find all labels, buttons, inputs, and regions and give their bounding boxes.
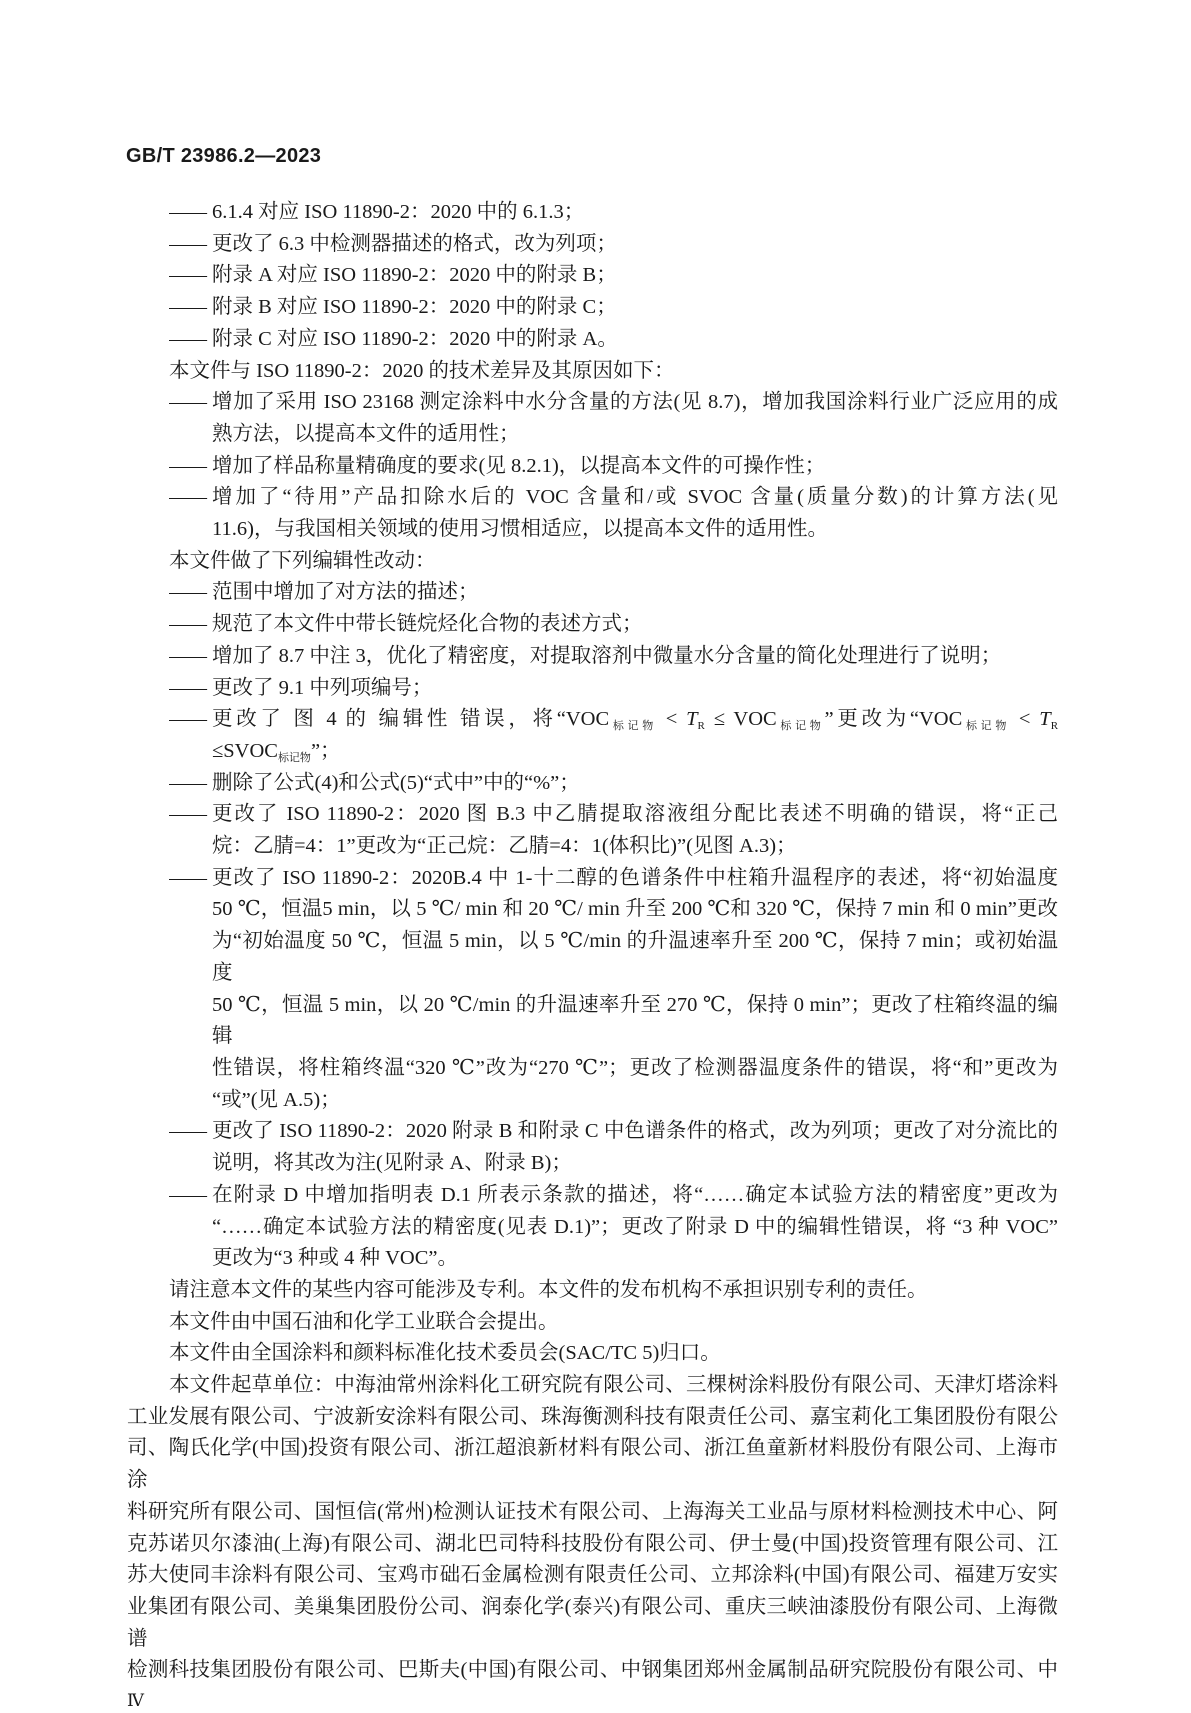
list-item-continuation (0, 894, 1191, 926)
list-item-line (0, 673, 1191, 705)
line-text: 本文件由中国石油和化学工业联合会提出。 (169, 1310, 559, 1333)
line-text: 11.6)，与我国相关领域的使用习惯相适应，以提高本文件的适用性。 (212, 518, 828, 541)
list-dash: —— (169, 1183, 204, 1206)
list-item-line (0, 229, 1191, 261)
list-dash: —— (169, 1120, 204, 1143)
line-text: 烷：乙腈=4：1”更改为“正己烷：乙腈=4：1(体积比)”(见图 A.3)； (212, 835, 797, 858)
line-text: 50 ℃，恒温 5 min，以 20 ℃/min 的升温速率升至 270 ℃，保持 0 min”；更改了柱箱终温的编辑 (212, 993, 1058, 1048)
line-text: 熟方法，以提高本文件的适用性； (212, 422, 520, 445)
list-dash: —— (169, 327, 204, 350)
paragraph-line (0, 1275, 1191, 1307)
list-item-continuation (0, 1148, 1191, 1180)
text-segment: ≤ VOC (704, 708, 777, 731)
list-item-continuation (0, 736, 1191, 768)
line-text: 本文件与 ISO 11890-2：2020 的技术差异及其原因如下： (169, 359, 675, 382)
list-item-continuation (0, 990, 1191, 1053)
list-dash: —— (169, 264, 204, 287)
paragraph-line (0, 356, 1191, 388)
text-segment: ”； (310, 739, 341, 762)
paragraph-line (0, 1560, 1191, 1592)
line-text: 更改了 9.1 中列项编号； (212, 676, 433, 699)
list-item-line (0, 451, 1191, 483)
line-text: 料研究所有限公司、国恒信(常州)检测认证技术有限公司、上海海关工业品与原材料检测技术中心、阿 (127, 1500, 1058, 1523)
line-text: 性错误，将柱箱终温“320 ℃”改为“270 ℃”；更改了检测器温度条件的错误，将“和”更改为 (212, 1056, 1058, 1079)
line-text: 增加了 8.7 中注 3，优化了精密度，对提取溶剂中微量水分含量的简化处理进行了说明； (212, 644, 1002, 667)
list-item-line (0, 1180, 1191, 1212)
list-item-continuation (0, 1212, 1191, 1244)
text-segment: 更改了 图 4 的 编辑性 错误，将“VOC (212, 708, 610, 731)
paragraph-line (0, 1529, 1191, 1561)
line-text: 附录 A 对应 ISO 11890-2：2020 中的附录 B； (212, 264, 617, 287)
line-text: 规范了本文件中带长链烷烃化合物的表述方式； (212, 613, 643, 636)
list-dash: —— (169, 866, 204, 889)
line-text: 说明，将其改为注(见附录 A、附录 B)； (212, 1152, 572, 1175)
list-dash: —— (169, 644, 204, 667)
line-text: 增加了“待用”产品扣除水后的 VOC 含量和/或 SVOC 含量(质量分数)的计算方法(见 (212, 486, 1058, 509)
paragraph-line (0, 1592, 1191, 1655)
line-text: 6.1.4 对应 ISO 11890-2：2020 中的 6.1.3； (212, 201, 585, 223)
subscript: 标记物 (962, 720, 1011, 733)
line-text: 为“初始温度 50 ℃，恒温 5 min，以 5 ℃/min 的升温速率升至 200 ℃，保持 7 min；或初始温度 (212, 930, 1058, 984)
list-item-continuation (0, 831, 1191, 863)
list-item-line (0, 387, 1191, 419)
list-item-continuation (0, 1053, 1191, 1085)
list-item-line (0, 482, 1191, 514)
list-item-continuation (0, 1243, 1191, 1275)
line-text: “……确定本试验方法的精密度(见表 D.1)”；更改了附录 D 中的编辑性错误，将 “3 种 VOC” (212, 1215, 1058, 1238)
page-number: Ⅳ (127, 1691, 144, 1711)
line-text (212, 704, 1058, 736)
list-item-continuation (0, 514, 1191, 546)
text-segment: ≤SVOC (212, 739, 278, 762)
list-item-continuation (0, 419, 1191, 451)
list-item-line (0, 704, 1191, 736)
paragraph-line (0, 1370, 1191, 1402)
list-dash: —— (169, 613, 204, 636)
paragraph-line (0, 1433, 1191, 1496)
subscript: R (697, 720, 705, 733)
line-text: 更改了 ISO 11890-2：2020 图 B.3 中乙腈提取溶液组分配比表述不明确的错误，将“正己 (212, 803, 1058, 826)
list-dash: —— (169, 486, 204, 509)
subscript: 标记物 (277, 751, 311, 764)
line-text: 更改为“3 种或 4 种 VOC”。 (212, 1247, 458, 1270)
paragraph-line (0, 1338, 1191, 1370)
line-text: 本文件做了下列编辑性改动： (169, 549, 436, 572)
line-text: 在附录 D 中增加指明表 D.1 所表示条款的描述，将“……确定本试验方法的精密度”更改为 (212, 1183, 1058, 1206)
line-text: 增加了样品称量精确度的要求(见 8.2.1)，以提高本文件的可操作性； (212, 454, 826, 477)
list-dash: —— (169, 391, 204, 414)
line-text: 更改了 ISO 11890-2：2020B.4 中 1-十二醇的色谱条件中柱箱升温程序的表述，将“初始温度 (212, 866, 1058, 889)
paragraph-line (0, 1307, 1191, 1339)
list-item-line (0, 768, 1191, 800)
list-dash: —— (169, 803, 204, 826)
list-dash: —— (169, 771, 204, 794)
list-item-line (0, 197, 1191, 229)
line-text: 50 ℃，恒温5 min，以 5 ℃/ min 和 20 ℃/ min 升至 200 ℃和 320 ℃，保持 7 min 和 0 min”更改 (212, 898, 1058, 921)
line-text: 更改了 6.3 中检测器描述的格式，改为列项； (212, 232, 617, 255)
list-item-line (0, 1116, 1191, 1148)
text-segment: T (1039, 708, 1051, 731)
list-item-line (0, 324, 1191, 356)
list-dash: —— (169, 296, 204, 319)
list-dash: —— (169, 201, 204, 223)
line-text: 请注意本文件的某些内容可能涉及专利。本文件的发布机构不承担识别专利的责任。 (169, 1278, 928, 1301)
list-item-continuation (0, 1085, 1191, 1117)
list-item-line (0, 260, 1191, 292)
list-item-line (0, 799, 1191, 831)
paragraph-line (0, 1497, 1191, 1529)
text-segment: ”更改为“VOC (824, 708, 963, 731)
line-text: “或”(见 A.5)； (212, 1088, 341, 1111)
line-text: 增加了采用 ISO 23168 测定涂料中水分含量的方法(见 8.7)，增加我国涂料行业广泛应用的成 (212, 391, 1058, 414)
line-text: 业集团有限公司、美巢集团股份公司、润泰化学(泰兴)有限公司、重庆三峡油漆股份有限公司、上海微谱 (127, 1595, 1058, 1650)
text-segment: T (686, 708, 698, 731)
line-text: 司、陶氏化学(中国)投资有限公司、浙江超浪新材料有限公司、浙江鱼童新材料股份有限公司、上海市涂 (127, 1437, 1058, 1492)
line-text: 更改了 ISO 11890-2：2020 附录 B 和附录 C 中色谱条件的格式，改为列项；更改了对分流比的 (212, 1120, 1058, 1143)
list-dash: —— (169, 708, 204, 731)
paragraph-line (0, 1655, 1191, 1687)
line-text: 检测科技集团股份有限公司、巴斯夫(中国)有限公司、中钢集团郑州金属制品研究院股份有限公司、中 (127, 1659, 1058, 1682)
line-text: 附录 C 对应 ISO 11890-2：2020 中的附录 A。 (212, 327, 618, 350)
line-text: 删除了公式(4)和公式(5)“式中”中的“%”； (212, 771, 580, 794)
line-text: 范围中增加了对方法的描述； (212, 581, 479, 604)
list-item-line (0, 292, 1191, 324)
paragraph-line (0, 546, 1191, 578)
line-text: 本文件起草单位：中海油常州涂料化工研究院有限公司、三棵树涂料股份有限公司、天津灯塔涂料 (169, 1374, 1058, 1397)
line-text: 本文件由全国涂料和颜料标准化技术委员会(SAC/TC 5)归口。 (169, 1342, 721, 1365)
line-text: 苏大使同丰涂料有限公司、宝鸡市础石金属检测有限责任公司、立邦涂料(中国)有限公司、福建万安实 (127, 1564, 1058, 1587)
line-text: 工业发展有限公司、宁波新安涂料有限公司、珠海衡测科技有限责任公司、嘉宝莉化工集团股份有限公 (127, 1405, 1058, 1428)
list-dash: —— (169, 676, 204, 699)
text-segment: < (656, 708, 687, 731)
list-item-line (0, 609, 1191, 641)
list-item-line (0, 641, 1191, 673)
list-dash: —— (169, 232, 204, 255)
subscript: 标记物 (776, 720, 825, 733)
list-dash: —— (169, 581, 204, 604)
standard-number-header: GB/T 23986.2—2023 (126, 145, 322, 167)
paragraph-line (0, 1402, 1191, 1434)
list-item-line (0, 863, 1191, 895)
line-text: 附录 B 对应 ISO 11890-2：2020 中的附录 C； (212, 296, 617, 319)
list-dash: —— (169, 454, 204, 477)
line-text (212, 736, 1058, 768)
subscript: 标记物 (609, 720, 657, 733)
list-item-continuation (0, 926, 1191, 989)
list-item-line (0, 577, 1191, 609)
text-segment: < (1010, 708, 1040, 731)
subscript: R (1050, 720, 1059, 733)
line-text: 克苏诺贝尔漆油(上海)有限公司、湖北巴司特科技股份有限公司、伊士曼(中国)投资管理有限公司、江 (127, 1532, 1058, 1555)
